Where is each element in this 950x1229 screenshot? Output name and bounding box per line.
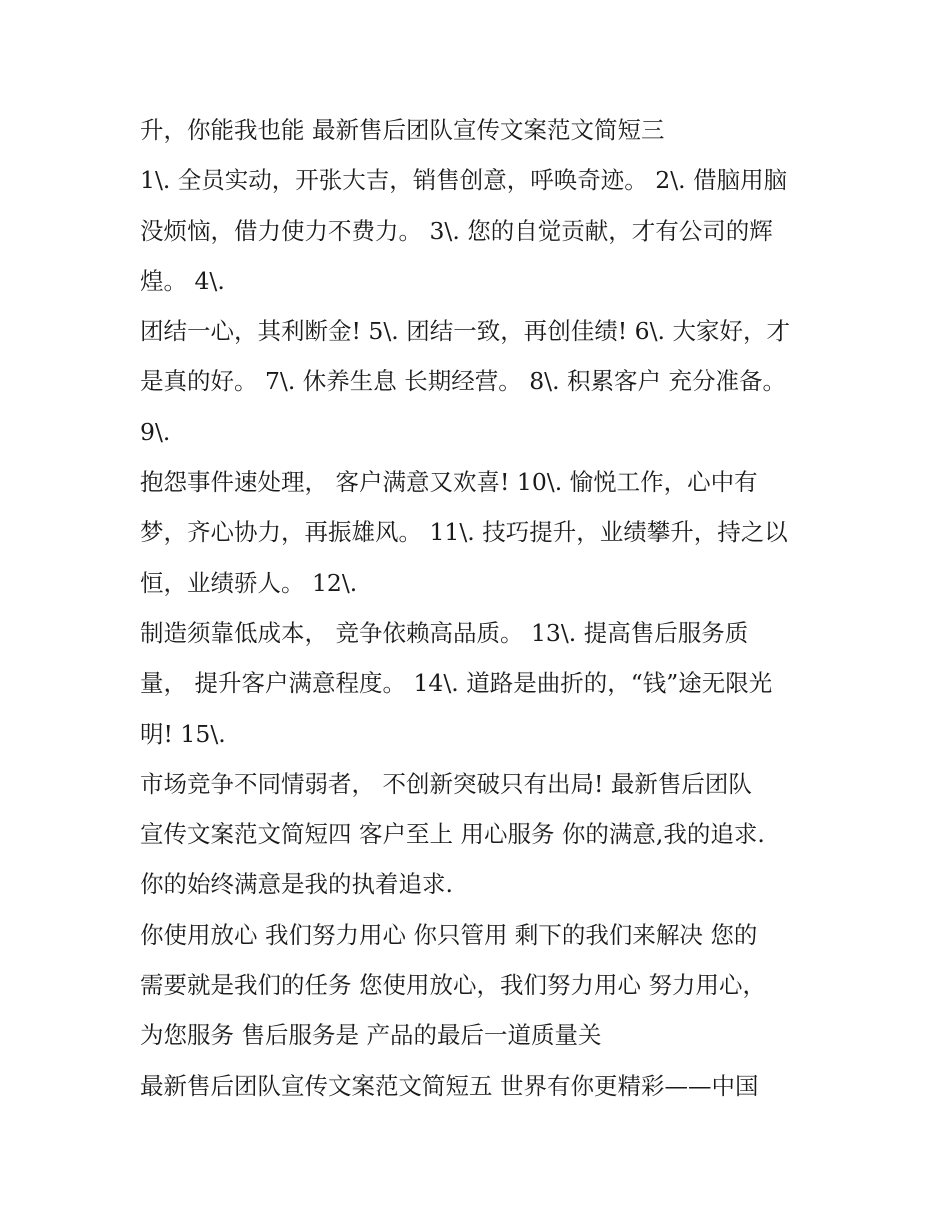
text-line: 1\. 全员实动，开张大吉，销售创意，呼唤奇迹。 2\. 借脑用脑 — [140, 166, 788, 195]
text-line: 为您服务 售后服务是 产品的最后一道质量关 — [140, 1021, 602, 1050]
text-line: 你使用放心 我们努力用心 你只管用 剩下的我们来解决 您的 — [140, 920, 758, 949]
text-line: 团结一心，其利断金! 5\. 团结一致，再创佳绩! 6\. 大家好，才 — [140, 317, 790, 346]
text-line: 梦，齐心协力，再振雄风。 11\. 技巧提升，业绩攀升，持之以 — [140, 518, 788, 547]
text-line: 你的始终满意是我的执着追求. — [140, 870, 453, 899]
text-line: 9\. — [140, 417, 171, 446]
text-line: 需要就是我们的任务 您使用放心，我们努力用心 努力用心， — [140, 971, 766, 1000]
text-line: 量， 提升客户满意程度。 14\. 道路是曲折的，“钱”途无限光 — [140, 669, 773, 698]
text-line: 恒，业绩骄人。 12\. — [140, 568, 358, 597]
text-line: 抱怨事件速处理， 客户满意又欢喜! 10\. 愉悦工作，心中有 — [140, 468, 758, 497]
text-line: 最新售后团队宣传文案范文简短五 世界有你更精彩——中国 — [140, 1071, 759, 1100]
text-line: 是真的好。 7\. 休养生息 长期经营。 8\. 积累客户 充分准备。 — [140, 367, 786, 396]
text-line: 升，你能我也能 最新售后团队宣传文案范文简短三 — [140, 116, 665, 144]
text-line: 市场竞争不同情弱者， 不创新突破只有出局! 最新售后团队 — [140, 769, 752, 798]
document-body — [140, 105, 820, 1111]
text-line: 宣传文案范文简短四 客户至上 用心服务 你的满意,我的追求. — [140, 820, 765, 849]
text-line: 煌。 4\. — [140, 266, 225, 295]
text-line: 制造须靠低成本， 竞争依赖高品质。 13\. 提高售后服务质 — [140, 618, 749, 647]
text-line: 没烦恼，借力使力不费力。 3\. 您的自觉贡献，才有公司的辉 — [140, 216, 773, 245]
text-line: 明! 15\. — [140, 719, 226, 748]
